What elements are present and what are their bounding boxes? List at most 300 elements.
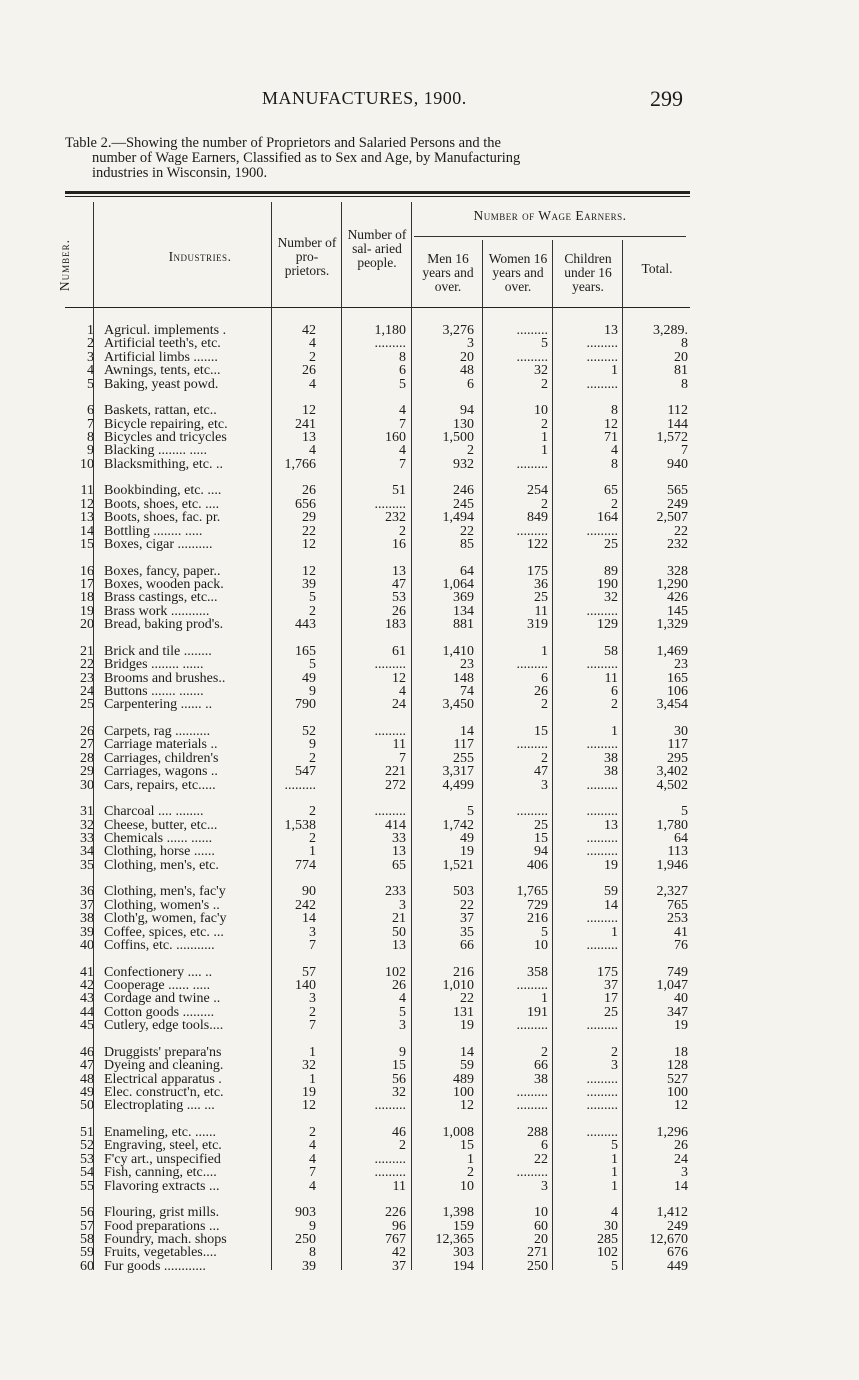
salaried-cell: 414 — [385, 817, 406, 833]
industry-name: Carpentering ...... .. — [104, 698, 213, 713]
proprietors-cell: 52 — [302, 724, 316, 739]
salaried-cell: 13 — [392, 938, 406, 953]
men-cell: 1,500 — [442, 430, 474, 445]
men-cell: 19 — [460, 1018, 474, 1034]
total-cell: 1,329 — [656, 617, 688, 633]
table-row — [0, 1233, 859, 1247]
women-cell: 10 — [534, 403, 548, 419]
children-cell: 38 — [604, 764, 618, 780]
children-cell: ......... — [586, 804, 618, 820]
total-cell: 12,670 — [649, 1232, 688, 1247]
industry-name: Carriage materials .. — [104, 738, 218, 753]
proprietors-cell: 7 — [309, 1018, 316, 1034]
proprietors-cell: 12 — [302, 563, 316, 579]
women-cell: ......... — [516, 1018, 548, 1034]
men-cell: 131 — [453, 1004, 474, 1020]
men-cell: 1,064 — [442, 577, 474, 592]
table-row — [0, 899, 859, 913]
table-row — [0, 364, 859, 378]
row-number: 25 — [80, 697, 94, 713]
row-number: 57 — [80, 1218, 94, 1234]
salaried-cell: 767 — [385, 1232, 406, 1247]
row-number: 10 — [80, 456, 94, 472]
industry-name: Brass castings, etc... — [104, 591, 218, 606]
table-row — [0, 845, 859, 859]
total-cell: 22 — [674, 523, 688, 539]
total-cell: 749 — [667, 964, 688, 980]
row-number: 30 — [80, 777, 94, 793]
women-cell: ......... — [516, 657, 548, 673]
salaried-cell: 7 — [399, 416, 406, 432]
header-bottom-rule — [65, 307, 690, 308]
total-cell: 3,402 — [656, 764, 688, 780]
table-row — [0, 458, 859, 472]
children-cell: 6 — [611, 684, 618, 699]
women-cell: 6 — [541, 1138, 548, 1154]
row-number: 13 — [80, 510, 94, 526]
men-cell: 1,494 — [442, 510, 474, 526]
total-cell: 7 — [681, 443, 688, 459]
total-cell: 328 — [667, 563, 688, 579]
industry-name: Cotton goods ......... — [104, 1005, 215, 1020]
women-cell: 288 — [527, 1125, 548, 1140]
row-number: 59 — [80, 1245, 94, 1261]
table-row — [0, 1086, 859, 1100]
proprietors-cell: 2 — [309, 750, 316, 766]
industry-name: Bookbinding, etc. .... — [104, 484, 222, 499]
children-cell: 285 — [597, 1232, 618, 1247]
row-number: 51 — [80, 1125, 94, 1140]
men-cell: 1,008 — [442, 1125, 474, 1140]
men-cell: 6 — [467, 376, 474, 392]
salaried-cell: 160 — [385, 430, 406, 445]
proprietors-cell: 1,766 — [284, 456, 316, 472]
men-cell: 4,499 — [442, 777, 474, 793]
women-cell: 2 — [541, 750, 548, 766]
row-number: 47 — [80, 1058, 94, 1074]
row-number: 37 — [80, 897, 94, 913]
women-cell: 254 — [527, 483, 548, 499]
industry-name: Dyeing and cleaning. — [104, 1059, 224, 1074]
proprietors-cell: 2 — [309, 831, 316, 846]
row-number: 6 — [87, 403, 94, 419]
proprietors-cell: 140 — [295, 978, 316, 993]
men-cell: 10 — [460, 1178, 474, 1194]
industry-name: Agricul. implements . — [104, 324, 227, 338]
total-cell: 1,047 — [656, 978, 688, 993]
salaried-cell: 4 — [399, 403, 406, 419]
table-row — [0, 337, 859, 351]
industry-name: Baskets, rattan, etc.. — [104, 404, 217, 419]
salaried-cell: 9 — [399, 1044, 406, 1060]
children-cell: ......... — [586, 1125, 618, 1140]
total-cell: 26 — [674, 1138, 688, 1154]
total-cell: 2,327 — [656, 884, 688, 900]
salaried-cell: 3 — [399, 1018, 406, 1034]
proprietors-cell: 7 — [309, 938, 316, 953]
industry-name: Chemicals ...... ...... — [104, 832, 213, 846]
industry-name: Cooperage ...... ..... — [104, 979, 211, 993]
children-cell: 65 — [604, 483, 618, 499]
table-row — [0, 859, 859, 873]
total-cell: 12 — [674, 1098, 688, 1114]
salaried-cell: 24 — [392, 697, 406, 713]
children-cell: ......... — [586, 1018, 618, 1034]
column-header-salaried: Number of sal- aried people. — [347, 227, 407, 270]
total-cell: 18 — [674, 1044, 688, 1060]
women-cell: 15 — [534, 831, 548, 846]
column-header-men: Men 16 years and over. — [422, 251, 474, 294]
industry-name: Electroplating .... ... — [104, 1099, 215, 1114]
men-cell: 216 — [453, 964, 474, 980]
men-cell: 194 — [453, 1258, 474, 1274]
men-cell: 881 — [453, 617, 474, 633]
row-number: 7 — [87, 416, 94, 432]
total-cell: 347 — [667, 1004, 688, 1020]
proprietors-cell: 57 — [302, 964, 316, 980]
total-cell: 30 — [674, 724, 688, 739]
proprietors-cell: 12 — [302, 403, 316, 419]
table-row — [0, 779, 859, 793]
table-row — [0, 912, 859, 926]
men-cell: 245 — [453, 496, 474, 512]
women-cell: 47 — [534, 764, 548, 780]
industry-name: Blacksmithing, etc. .. — [104, 457, 223, 472]
women-cell: 2 — [541, 697, 548, 713]
industry-name: Engraving, steel, etc. — [104, 1139, 222, 1154]
children-cell: 30 — [604, 1218, 618, 1234]
proprietors-cell: 242 — [295, 897, 316, 913]
children-cell: 2 — [611, 496, 618, 512]
total-cell: 19 — [674, 1018, 688, 1034]
men-cell: 303 — [453, 1245, 474, 1261]
table-row — [0, 885, 859, 899]
men-cell: 369 — [453, 590, 474, 606]
row-number: 19 — [80, 603, 94, 619]
salaried-cell: 5 — [399, 376, 406, 392]
proprietors-cell: 1,538 — [284, 817, 316, 833]
proprietors-cell: 3 — [309, 924, 316, 940]
table-row — [0, 738, 859, 752]
proprietors-cell: 12 — [302, 537, 316, 552]
men-cell: 1,521 — [442, 857, 474, 873]
wage-earners-subrule — [414, 236, 686, 237]
women-cell: 1 — [541, 643, 548, 659]
row-number: 9 — [87, 443, 94, 459]
row-number: 53 — [80, 1151, 94, 1167]
children-cell: 12 — [604, 416, 618, 432]
row-number: 28 — [80, 750, 94, 766]
men-cell: 14 — [460, 1044, 474, 1060]
children-cell: 11 — [604, 670, 618, 686]
women-cell: ......... — [516, 456, 548, 472]
women-cell: 2 — [541, 1044, 548, 1060]
row-number: 23 — [80, 670, 94, 686]
women-cell: 175 — [527, 563, 548, 579]
table-row — [0, 565, 859, 579]
women-cell: 25 — [534, 590, 548, 606]
industry-name: Enameling, etc. ...... — [104, 1126, 216, 1140]
row-number: 1 — [87, 323, 94, 338]
industry-name: Cordage and twine .. — [104, 992, 221, 1007]
row-number: 46 — [80, 1044, 94, 1060]
proprietors-cell: 2 — [309, 1004, 316, 1020]
table-row — [0, 1073, 859, 1087]
men-cell: 22 — [460, 991, 474, 1007]
industry-name: Boxes, fancy, paper.. — [104, 564, 221, 579]
industry-name: Clothing, men's, etc. — [104, 858, 219, 873]
men-cell: 117 — [453, 737, 474, 753]
proprietors-cell: 9 — [309, 737, 316, 753]
table-row — [0, 1006, 859, 1020]
column-header-total: Total. — [641, 261, 673, 276]
children-cell: 129 — [597, 617, 618, 633]
total-cell: 249 — [667, 1218, 688, 1234]
men-cell: 3,276 — [442, 323, 474, 338]
table-row — [0, 698, 859, 712]
men-cell: 14 — [460, 724, 474, 739]
total-cell: 3 — [681, 1165, 688, 1181]
industry-name: Coffins, etc. ........... — [104, 939, 215, 953]
women-cell: 406 — [527, 857, 548, 873]
women-cell: 3 — [541, 1178, 548, 1194]
women-cell: 1 — [541, 991, 548, 1007]
industry-name: Bicycle repairing, etc. — [104, 417, 228, 432]
women-cell: 6 — [541, 670, 548, 686]
children-cell: 13 — [604, 323, 618, 338]
men-cell: 64 — [460, 563, 474, 579]
children-cell: 89 — [604, 563, 618, 579]
children-cell: ......... — [586, 911, 618, 927]
women-cell: 358 — [527, 964, 548, 980]
table-row — [0, 578, 859, 592]
total-cell: 23 — [674, 657, 688, 673]
total-cell: 1,572 — [656, 430, 688, 445]
row-number: 17 — [80, 577, 94, 592]
table-row — [0, 618, 859, 632]
total-cell: 765 — [667, 897, 688, 913]
proprietors-cell: 13 — [302, 430, 316, 445]
industry-name: Elec. construct'n, etc. — [104, 1086, 224, 1100]
total-cell: 253 — [667, 911, 688, 927]
salaried-cell: 5 — [399, 1004, 406, 1020]
row-number: 38 — [80, 911, 94, 927]
total-cell: 1,290 — [656, 577, 688, 592]
total-cell: 2,507 — [656, 510, 688, 526]
row-number: 20 — [80, 617, 94, 633]
proprietors-cell: ......... — [284, 777, 316, 793]
proprietors-cell: 4 — [309, 443, 316, 459]
row-number: 27 — [80, 737, 94, 753]
proprietors-cell: 22 — [302, 523, 316, 539]
salaried-cell: 2 — [399, 523, 406, 539]
industry-name: F'cy art., unspecified — [104, 1152, 221, 1167]
total-cell: 295 — [667, 750, 688, 766]
salaried-cell: 11 — [392, 1178, 406, 1194]
children-cell: 4 — [611, 443, 618, 459]
men-cell: 159 — [453, 1218, 474, 1234]
row-number: 12 — [80, 496, 94, 512]
women-cell: 271 — [527, 1245, 548, 1261]
proprietors-cell: 2 — [309, 603, 316, 619]
table-row — [0, 805, 859, 819]
total-cell: 20 — [674, 349, 688, 365]
table-row — [0, 404, 859, 418]
men-cell: 932 — [453, 456, 474, 472]
salaried-cell: 33 — [392, 831, 406, 846]
table-row — [0, 444, 859, 458]
row-number: 14 — [80, 523, 94, 539]
row-number: 3 — [87, 349, 94, 365]
row-number: 18 — [80, 590, 94, 606]
salaried-cell: 3 — [399, 897, 406, 913]
industry-name: Carriages, children's — [104, 751, 219, 766]
children-cell: ......... — [586, 844, 618, 860]
men-cell: 503 — [453, 884, 474, 900]
salaried-cell: 183 — [385, 617, 406, 633]
children-cell: ......... — [586, 938, 618, 953]
children-cell: ......... — [586, 777, 618, 793]
total-cell: 144 — [667, 416, 688, 432]
industry-name: Boots, shoes, etc. .... — [104, 497, 220, 512]
industry-name: Flavoring extracts ... — [104, 1179, 220, 1194]
women-cell: 250 — [527, 1258, 548, 1274]
total-cell: 426 — [667, 590, 688, 606]
table-row — [0, 1046, 859, 1060]
women-cell: 38 — [534, 1071, 548, 1087]
proprietors-cell: 4 — [309, 1151, 316, 1167]
children-cell: 4 — [611, 1205, 618, 1221]
women-cell: 2 — [541, 496, 548, 512]
industry-name: Electrical apparatus . — [104, 1072, 222, 1087]
salaried-cell: 16 — [392, 537, 406, 552]
proprietors-cell: 4 — [309, 1138, 316, 1154]
children-cell: 164 — [597, 510, 618, 526]
men-cell: 3,317 — [442, 764, 474, 780]
table-row — [0, 1153, 859, 1167]
women-cell: ......... — [516, 323, 548, 338]
page-header — [0, 88, 859, 114]
women-cell: 2 — [541, 376, 548, 392]
table-row — [0, 1220, 859, 1234]
men-cell: 85 — [460, 537, 474, 552]
children-cell: 175 — [597, 964, 618, 980]
children-cell: ......... — [586, 336, 618, 352]
row-number: 45 — [80, 1018, 94, 1034]
total-cell: 1,412 — [656, 1205, 688, 1221]
women-cell: 26 — [534, 684, 548, 699]
table-row — [0, 966, 859, 980]
women-cell: 66 — [534, 1058, 548, 1074]
industry-name: Food preparations ... — [104, 1219, 220, 1234]
table-row — [0, 605, 859, 619]
proprietors-cell: 903 — [295, 1205, 316, 1221]
row-number: 56 — [80, 1205, 94, 1221]
salaried-cell: 4 — [399, 684, 406, 699]
children-cell: ......... — [586, 376, 618, 392]
proprietors-cell: 29 — [302, 510, 316, 526]
salaried-cell: 4 — [399, 991, 406, 1007]
children-cell: 102 — [597, 1245, 618, 1261]
industry-name: Brooms and brushes.. — [104, 671, 226, 686]
salaried-cell: 232 — [385, 510, 406, 526]
women-cell: 11 — [534, 603, 548, 619]
industry-name: Druggists' prepara'ns — [104, 1045, 222, 1060]
proprietors-cell: 4 — [309, 336, 316, 352]
proprietors-cell: 241 — [295, 416, 316, 432]
table-row — [0, 351, 859, 365]
total-cell: 100 — [667, 1085, 688, 1100]
proprietors-cell: 8 — [309, 1245, 316, 1261]
row-number: 32 — [80, 817, 94, 833]
table-row — [0, 1246, 859, 1260]
row-number: 5 — [87, 376, 94, 392]
industry-name: Charcoal .... ........ — [104, 805, 204, 820]
row-number: 21 — [80, 643, 94, 659]
proprietors-cell: 26 — [302, 483, 316, 499]
men-cell: 15 — [460, 1138, 474, 1154]
total-cell: 81 — [674, 363, 688, 379]
total-cell: 113 — [667, 844, 688, 860]
total-cell: 5 — [681, 804, 688, 820]
total-cell: 145 — [667, 603, 688, 619]
salaried-cell: 4 — [399, 443, 406, 459]
women-cell: 10 — [534, 1205, 548, 1221]
salaried-cell: 7 — [399, 456, 406, 472]
children-cell: 13 — [604, 817, 618, 833]
industry-name: Bread, baking prod's. — [104, 618, 224, 633]
total-cell: 41 — [674, 924, 688, 940]
industry-name: Boots, shoes, fac. pr. — [104, 511, 221, 526]
row-number: 16 — [80, 563, 94, 579]
children-cell: 2 — [611, 1044, 618, 1060]
men-cell: 3 — [467, 336, 474, 352]
total-cell: 128 — [667, 1058, 688, 1074]
proprietors-cell: 2 — [309, 1125, 316, 1140]
table-row — [0, 1099, 859, 1113]
industry-name: Baking, yeast powd. — [104, 377, 219, 392]
industry-name: Brass work ........... — [104, 604, 210, 619]
total-cell: 8 — [681, 376, 688, 392]
women-cell: ......... — [516, 523, 548, 539]
salaried-cell: 13 — [392, 844, 406, 860]
men-cell: 48 — [460, 363, 474, 379]
table-caption — [65, 136, 695, 181]
children-cell: ......... — [586, 657, 618, 673]
proprietors-cell: 5 — [309, 657, 316, 673]
children-cell: 17 — [604, 991, 618, 1007]
children-cell: 1 — [611, 1178, 618, 1194]
proprietors-cell: 19 — [302, 1085, 316, 1100]
children-cell: 71 — [604, 430, 618, 445]
caption-line-2: number of Wage Earners, Classified as to Sex and Age, by Manufacturing — [92, 150, 521, 166]
industry-name: Blacking ........ ..... — [104, 444, 208, 459]
men-cell: 255 — [453, 750, 474, 766]
total-cell: 112 — [667, 403, 688, 419]
salaried-cell: 15 — [392, 1058, 406, 1074]
table-row — [0, 378, 859, 392]
women-cell: 20 — [534, 1232, 548, 1247]
salaried-cell: 26 — [392, 603, 406, 619]
table-row — [0, 1139, 859, 1153]
total-cell: 249 — [667, 496, 688, 512]
row-number: 4 — [87, 363, 94, 379]
women-cell: 122 — [527, 537, 548, 552]
women-cell: 319 — [527, 617, 548, 633]
row-number: 22 — [80, 657, 94, 673]
children-cell: ......... — [586, 603, 618, 619]
salaried-cell: ......... — [374, 1165, 406, 1181]
